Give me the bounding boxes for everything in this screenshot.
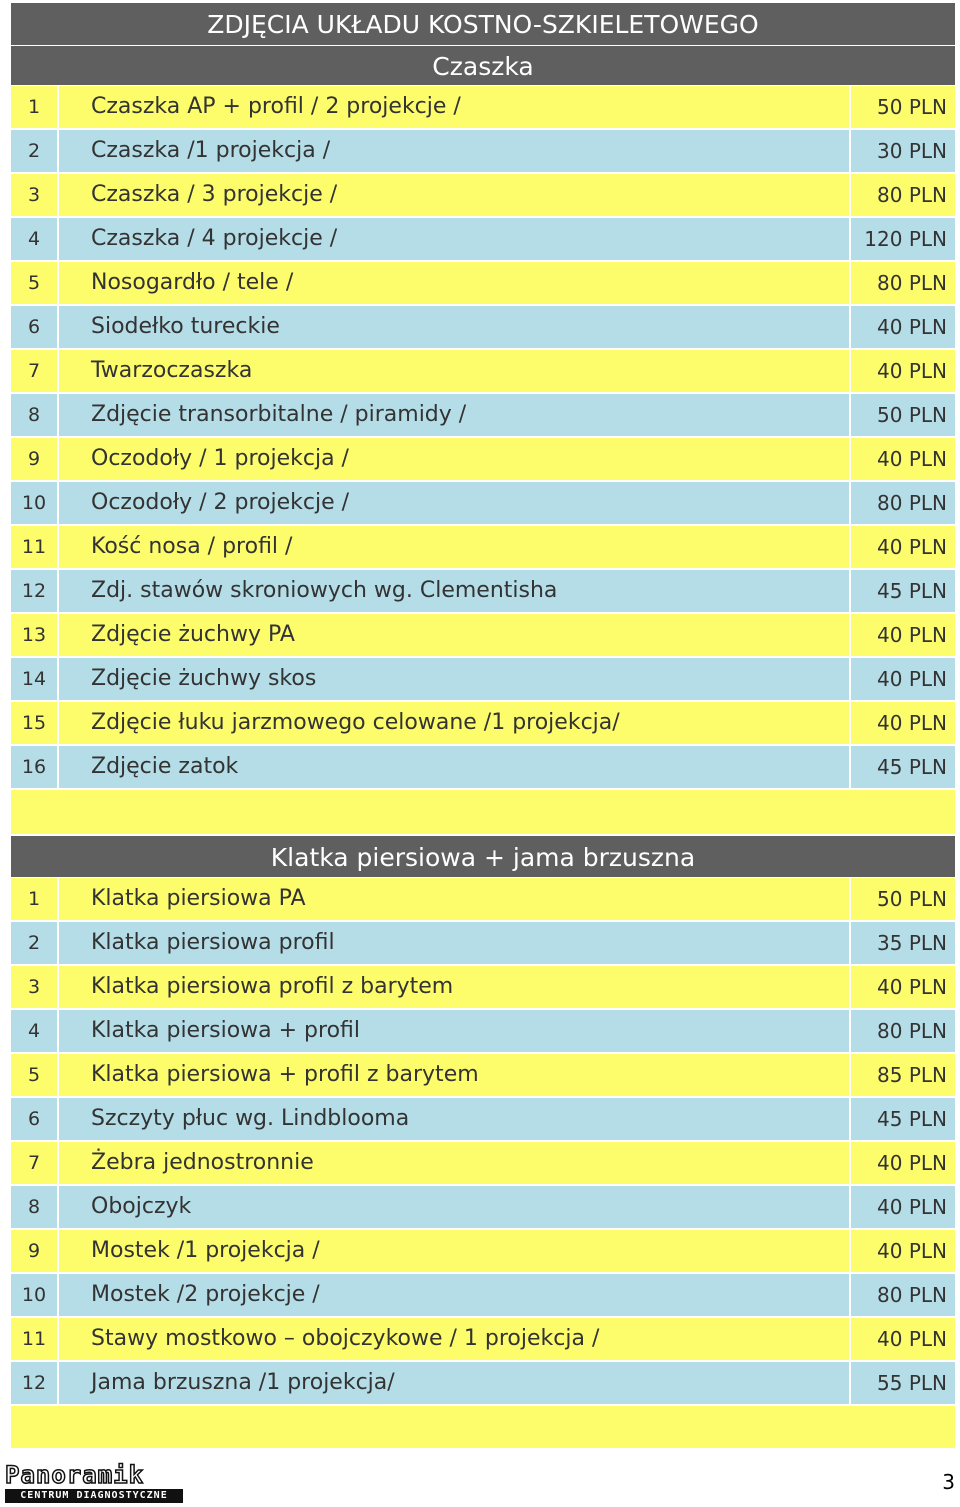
section-czaszka-rows xyxy=(11,86,955,790)
row-name: Klatka piersiowa profil z barytem xyxy=(59,966,851,1008)
table-row xyxy=(11,1362,955,1406)
row-name: Kość nosa / profil / xyxy=(59,526,851,568)
row-name: Zdjęcie łuku jarzmowego celowane /1 projekcja/ xyxy=(59,702,851,744)
table-row xyxy=(11,878,955,922)
row-price: 45 PLN xyxy=(877,1107,947,1131)
logo-subtitle: CENTRUM DIAGNOSTYCZNE xyxy=(5,1489,183,1503)
row-name: Mostek /1 projekcja / xyxy=(59,1230,851,1272)
table-row xyxy=(11,438,955,482)
row-price: 40 PLN xyxy=(877,535,947,559)
section-heading-klatka: Klatka piersiowa + jama brzuszna xyxy=(11,836,955,878)
footer xyxy=(0,1458,960,1507)
row-number: 11 xyxy=(11,526,59,568)
row-price: 30 PLN xyxy=(877,139,947,163)
row-number: 1 xyxy=(11,878,59,920)
row-price: 80 PLN xyxy=(877,1283,947,1307)
row-price: 40 PLN xyxy=(877,667,947,691)
row-number: 4 xyxy=(11,1010,59,1052)
table-row xyxy=(11,1142,955,1186)
row-name: Zdjęcie zatok xyxy=(59,746,851,788)
table-row xyxy=(11,482,955,526)
table-row xyxy=(11,1010,955,1054)
row-name: Twarzoczaszka xyxy=(59,350,851,392)
table-row xyxy=(11,174,955,218)
table-row xyxy=(11,1318,955,1362)
row-number: 9 xyxy=(11,438,59,480)
row-price: 80 PLN xyxy=(877,183,947,207)
row-price: 50 PLN xyxy=(877,95,947,119)
row-price: 80 PLN xyxy=(877,491,947,515)
row-name: Zdjęcie żuchwy skos xyxy=(59,658,851,700)
row-name: Klatka piersiowa + profil z barytem xyxy=(59,1054,851,1096)
row-price: 40 PLN xyxy=(877,1151,947,1175)
row-name: Czaszka AP + profil / 2 projekcje / xyxy=(59,86,851,128)
table-row xyxy=(11,350,955,394)
table-row xyxy=(11,394,955,438)
row-number: 13 xyxy=(11,614,59,656)
row-name: Zdj. stawów skroniowych wg. Clementisha xyxy=(59,570,851,612)
row-price: 40 PLN xyxy=(877,1195,947,1219)
row-number: 7 xyxy=(11,350,59,392)
row-name: Stawy mostkowo – obojczykowe / 1 projekcja / xyxy=(59,1318,851,1360)
section-spacer-end xyxy=(11,1406,955,1448)
row-name: Jama brzuszna /1 projekcja/ xyxy=(59,1362,851,1404)
table-row xyxy=(11,262,955,306)
row-number: 3 xyxy=(11,966,59,1008)
table-row xyxy=(11,658,955,702)
row-number: 11 xyxy=(11,1318,59,1360)
row-number: 16 xyxy=(11,746,59,788)
row-price: 40 PLN xyxy=(877,359,947,383)
section-spacer xyxy=(11,790,955,836)
row-price: 55 PLN xyxy=(877,1371,947,1395)
row-number: 12 xyxy=(11,1362,59,1404)
row-name: Siodełko tureckie xyxy=(59,306,851,348)
row-name: Klatka piersiowa + profil xyxy=(59,1010,851,1052)
row-name: Czaszka /1 projekcja / xyxy=(59,130,851,172)
row-price: 40 PLN xyxy=(877,1327,947,1351)
row-name: Klatka piersiowa PA xyxy=(59,878,851,920)
row-price: 50 PLN xyxy=(877,403,947,427)
row-price: 120 PLN xyxy=(864,227,947,251)
panoramik-logo xyxy=(5,1461,183,1505)
row-name: Oczodoły / 2 projekcje / xyxy=(59,482,851,524)
row-name: Mostek /2 projekcje / xyxy=(59,1274,851,1316)
row-price: 85 PLN xyxy=(877,1063,947,1087)
row-number: 3 xyxy=(11,174,59,216)
row-name: Obojczyk xyxy=(59,1186,851,1228)
row-name: Nosogardło / tele / xyxy=(59,262,851,304)
row-price: 80 PLN xyxy=(877,1019,947,1043)
table-row xyxy=(11,218,955,262)
table-row xyxy=(11,966,955,1010)
row-price: 40 PLN xyxy=(877,975,947,999)
page-title: ZDJĘCIA UKŁADU KOSTNO-SZKIELETOWEGO xyxy=(11,3,955,46)
table-row xyxy=(11,702,955,746)
table-row xyxy=(11,130,955,174)
row-number: 5 xyxy=(11,1054,59,1096)
row-number: 10 xyxy=(11,1274,59,1316)
section-klatka-rows xyxy=(11,878,955,1406)
table-row xyxy=(11,526,955,570)
row-name: Oczodoły / 1 projekcja / xyxy=(59,438,851,480)
row-price: 80 PLN xyxy=(877,271,947,295)
logo-wordmark: Panoramik xyxy=(5,1461,145,1489)
row-price: 50 PLN xyxy=(877,887,947,911)
row-number: 8 xyxy=(11,1186,59,1228)
row-number: 2 xyxy=(11,130,59,172)
row-number: 2 xyxy=(11,922,59,964)
row-number: 12 xyxy=(11,570,59,612)
row-number: 1 xyxy=(11,86,59,128)
row-name: Szczyty płuc wg. Lindblooma xyxy=(59,1098,851,1140)
table-row xyxy=(11,1054,955,1098)
row-number: 4 xyxy=(11,218,59,260)
row-price: 45 PLN xyxy=(877,579,947,603)
table-row xyxy=(11,86,955,130)
table-row xyxy=(11,614,955,658)
row-name: Klatka piersiowa profil xyxy=(59,922,851,964)
row-price: 40 PLN xyxy=(877,1239,947,1263)
row-price: 40 PLN xyxy=(877,447,947,471)
row-name: Zdjęcie żuchwy PA xyxy=(59,614,851,656)
section-heading-czaszka: Czaszka xyxy=(11,46,955,86)
row-number: 6 xyxy=(11,1098,59,1140)
row-number: 8 xyxy=(11,394,59,436)
table-row xyxy=(11,1274,955,1318)
row-name: Żebra jednostronnie xyxy=(59,1142,851,1184)
table-row xyxy=(11,306,955,350)
table-row xyxy=(11,570,955,614)
row-name: Zdjęcie transorbitalne / piramidy / xyxy=(59,394,851,436)
table-row xyxy=(11,922,955,966)
row-price: 40 PLN xyxy=(877,623,947,647)
row-number: 9 xyxy=(11,1230,59,1272)
row-number: 5 xyxy=(11,262,59,304)
price-table xyxy=(11,3,955,1448)
row-price: 40 PLN xyxy=(877,711,947,735)
row-number: 14 xyxy=(11,658,59,700)
page-number: 3 xyxy=(942,1470,955,1494)
table-row xyxy=(11,1186,955,1230)
table-row xyxy=(11,746,955,790)
row-price: 35 PLN xyxy=(877,931,947,955)
row-number: 6 xyxy=(11,306,59,348)
table-row xyxy=(11,1098,955,1142)
row-number: 15 xyxy=(11,702,59,744)
row-name: Czaszka / 4 projekcje / xyxy=(59,218,851,260)
row-price: 45 PLN xyxy=(877,755,947,779)
row-name: Czaszka / 3 projekcje / xyxy=(59,174,851,216)
row-number: 7 xyxy=(11,1142,59,1184)
table-row xyxy=(11,1230,955,1274)
row-number: 10 xyxy=(11,482,59,524)
row-price: 40 PLN xyxy=(877,315,947,339)
